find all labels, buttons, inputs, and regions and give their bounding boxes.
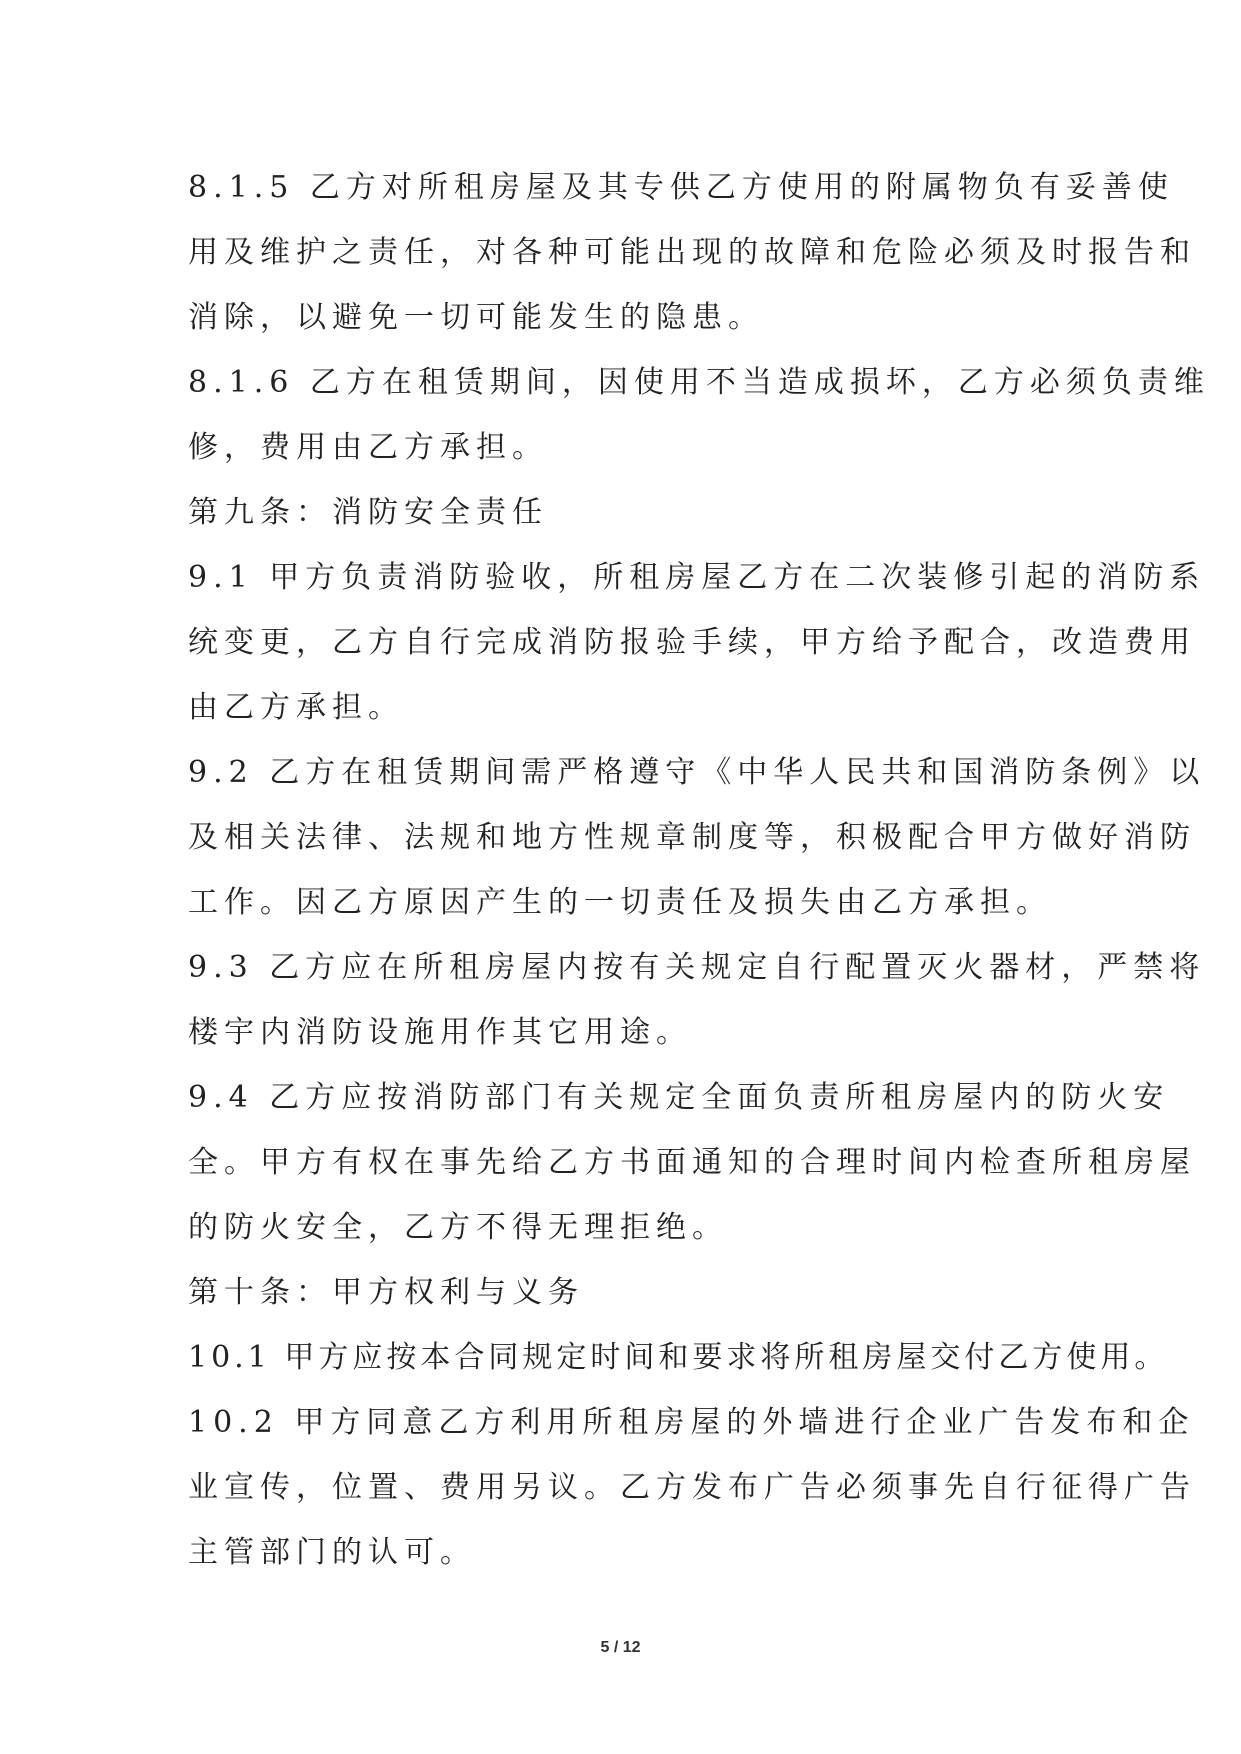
text-line: 9.1 甲方负责消防验收，所租房屋乙方在二次装修引起的消防系 [188, 560, 1206, 595]
text-line: 由乙方承担。 [188, 690, 404, 725]
text-line: 的防火安全，乙方不得无理拒绝。 [188, 1210, 728, 1245]
text-line: 工作。因乙方原因产生的一切责任及损失由乙方承担。 [188, 885, 1052, 920]
text-line: 及相关法律、法规和地方性规章制度等，积极配合甲方做好消防 [188, 820, 1196, 855]
text-line: 8.1.6 乙方在租赁期间，因使用不当造成损坏，乙方必须负责维 [188, 365, 1210, 400]
text-line: 9.2 乙方在租赁期间需严格遵守《中华人民共和国消防条例》以 [188, 755, 1206, 790]
text-line: 9.4 乙方应按消防部门有关规定全面负责所租房屋内的防火安 [188, 1080, 1170, 1115]
document-body [188, 155, 1210, 1585]
text-line: 业宣传，位置、费用另议。乙方发布广告必须事先自行征得广告 [188, 1470, 1196, 1505]
text-line: 10.2 甲方同意乙方利用所租房屋的外墙进行企业广告发布和企 [188, 1405, 1195, 1440]
text-line: 10.1 甲方应按本合同规定时间和要求将所租房屋交付乙方使用。 [188, 1340, 1169, 1375]
page-number: 5 / 12 [600, 1639, 641, 1656]
section-heading: 第九条：消防安全责任 [188, 495, 548, 530]
text-line: 楼宇内消防设施用作其它用途。 [188, 1015, 692, 1050]
text-line: 修，费用由乙方承担。 [188, 430, 548, 465]
text-line: 统变更，乙方自行完成消防报验手续，甲方给予配合，改造费用 [188, 625, 1196, 660]
text-line: 8.1.5 乙方对所租房屋及其专供乙方使用的附属物负有妥善使 [188, 170, 1174, 205]
text-line: 用及维护之责任，对各种可能出现的故障和危险必须及时报告和 [188, 235, 1196, 270]
section-heading: 第十条：甲方权利与义务 [188, 1275, 584, 1310]
text-line: 主管部门的认可。 [188, 1535, 476, 1570]
text-line: 全。甲方有权在事先给乙方书面通知的合理时间内检查所租房屋 [188, 1145, 1196, 1180]
text-line: 9.3 乙方应在所租房屋内按有关规定自行配置灭火器材，严禁将 [188, 950, 1206, 985]
text-line: 消除，以避免一切可能发生的隐患。 [188, 300, 764, 335]
